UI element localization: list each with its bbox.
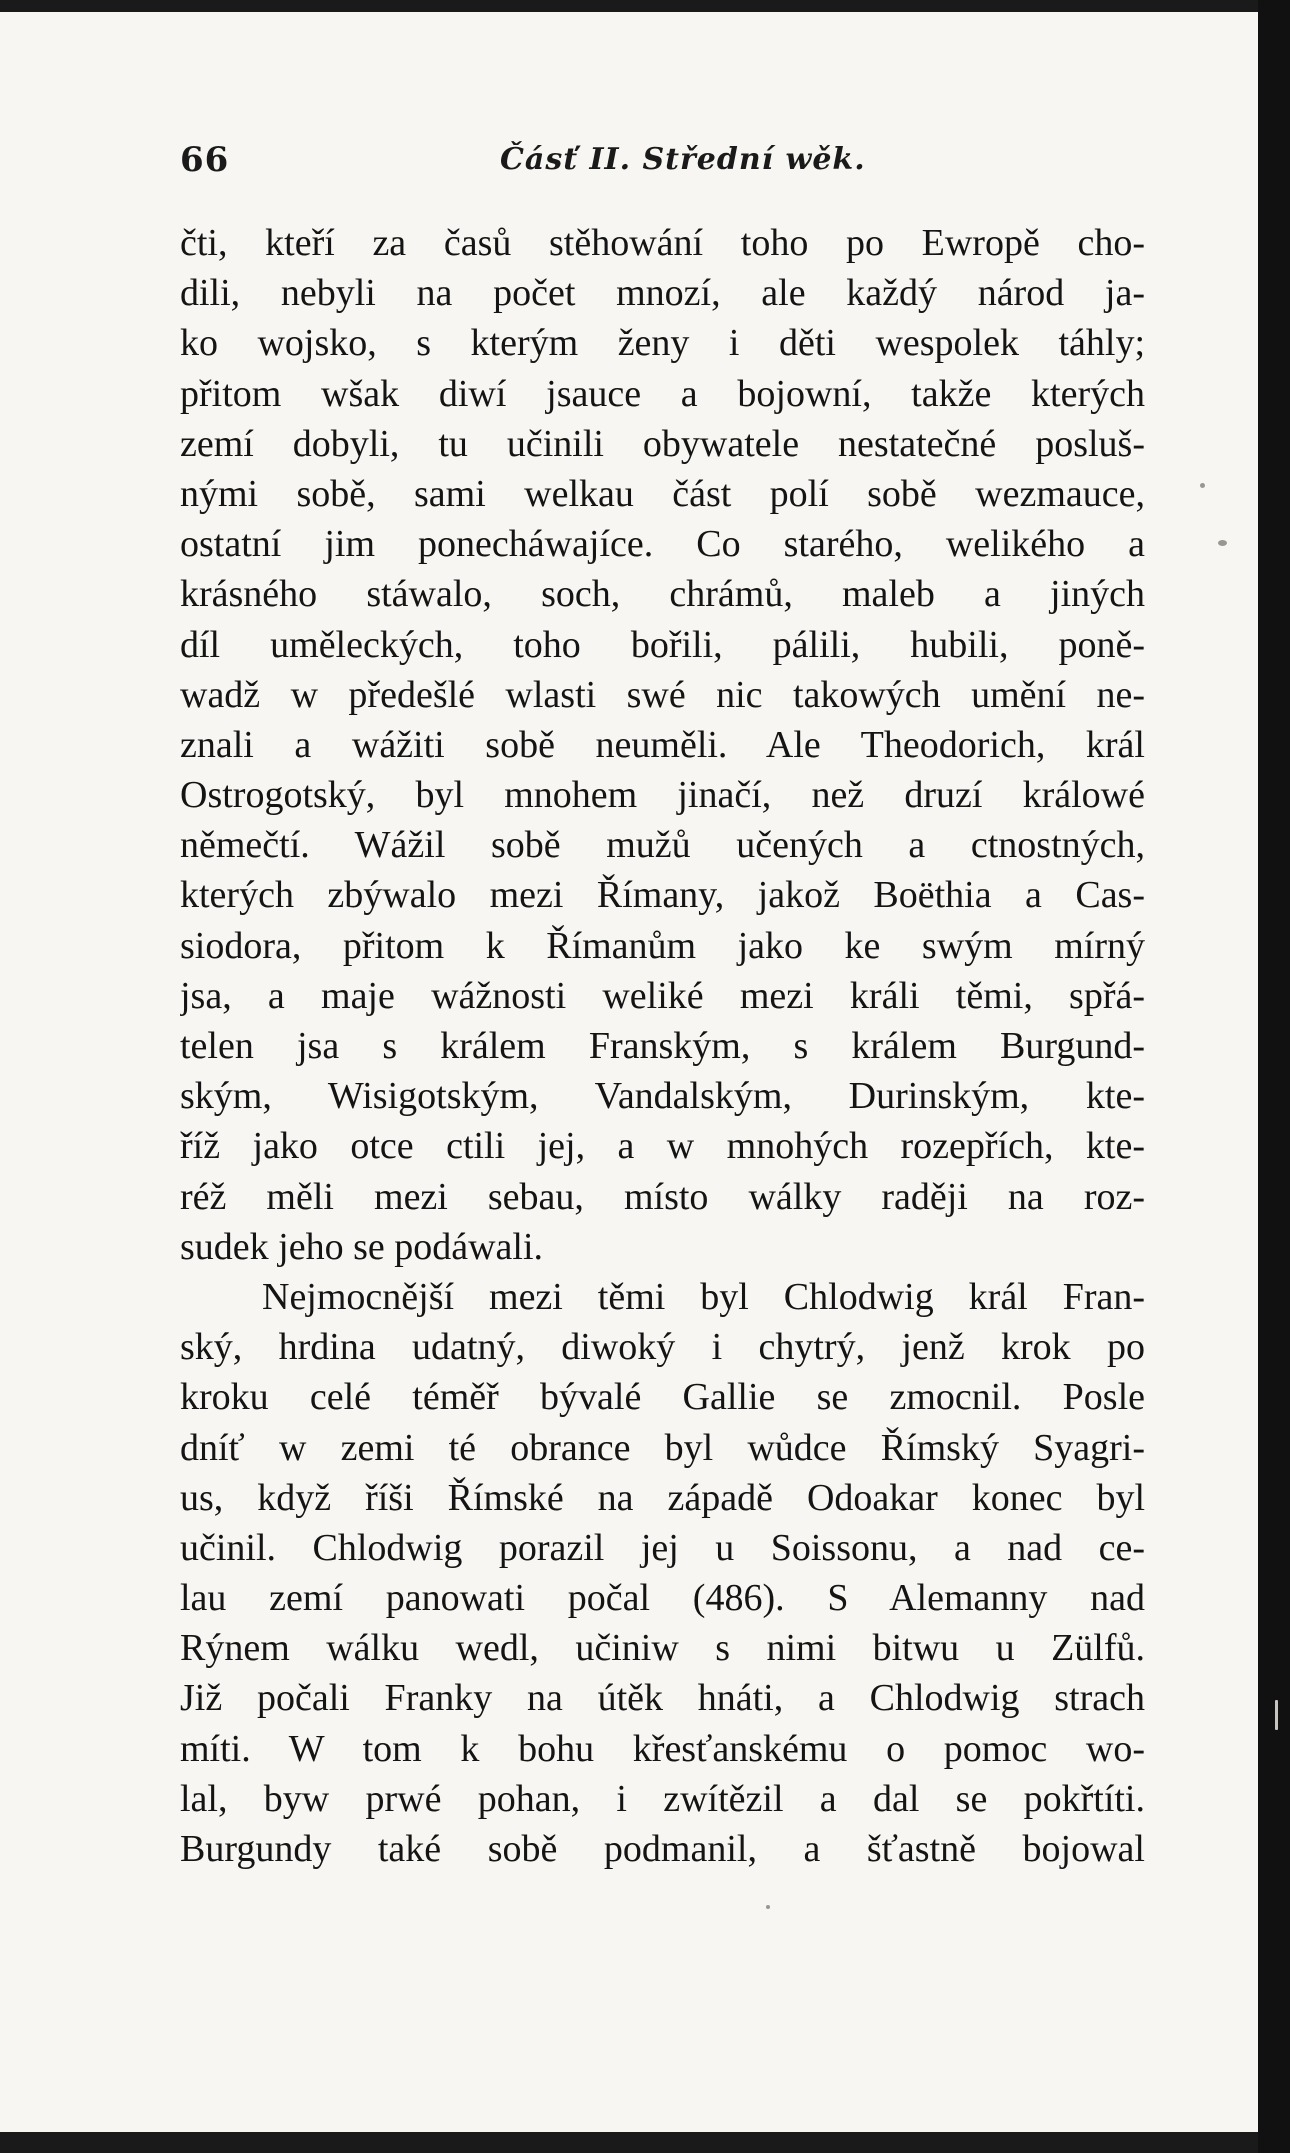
- paper-speck: [1200, 483, 1205, 488]
- text-line: réž měli mezi sebau, místo wálky raději na roz-: [180, 1175, 1145, 1218]
- text-line: Rýnem wálku wedl, učiniw s nimi bitwu u Zülfů.: [180, 1627, 1145, 1670]
- text-line: čti, kteří za časů stěhowání toho po Ewropě cho-: [180, 222, 1145, 264]
- paper-speck: [766, 1905, 770, 1909]
- text-line: dníť w zemi té obrance byl wůdce Římský Syagri-: [180, 1426, 1145, 1469]
- running-head: Čásť II. Střední wěk.: [500, 142, 866, 177]
- text-line: říž jako otce ctili jej, a w mnohých rozepřích, kte-: [180, 1125, 1145, 1168]
- text-line: míti. W tom k bohu křesťanskému o pomoc wo-: [180, 1727, 1145, 1770]
- text-line: wadž w předešlé wlasti swé nic takowých umění ne-: [180, 673, 1145, 716]
- text-line: učinil. Chlodwig porazil jej u Soissonu, a nad ce-: [180, 1526, 1145, 1569]
- text-line: lau zemí panowati počal (486). S Alemanny nad: [180, 1577, 1145, 1620]
- text-line: telen jsa s králem Franským, s králem Burgund-: [180, 1025, 1145, 1067]
- paragraph: [180, 218, 1145, 1272]
- text-line: kterých zbýwalo mezi Římany, jakož Boëthia a Cas-: [180, 874, 1145, 917]
- text-line: lal, byw prwé pohan, i zwítězil a dal se pokřtíti.: [180, 1777, 1145, 1820]
- page-number: 66: [180, 140, 230, 180]
- text-line: ostatní jim ponecháwajíce. Co starého, welikého a: [180, 523, 1145, 566]
- text-line: zemí dobyli, tu učinili obywatele nestatečné posluš-: [180, 422, 1145, 465]
- page-header: [180, 140, 1150, 180]
- text-line: jsa, a maje wážnosti weliké mezi králi těmi, spřá-: [180, 974, 1145, 1017]
- text-line: Již počali Franky na útěk hnáti, a Chlodwig strach: [180, 1677, 1145, 1720]
- text-line: ko wojsko, s kterým ženy i děti wespolek táhly;: [180, 322, 1145, 365]
- text-line: díl uměleckých, toho bořili, pálili, hubili, poně-: [180, 623, 1145, 666]
- paper-speck: [1275, 1700, 1278, 1730]
- text-line: němečtí. Wážil sobě mužů učených a ctnostných,: [180, 824, 1145, 867]
- text-line: nými sobě, sami welkau část polí sobě wezmauce,: [180, 472, 1145, 515]
- scan-border: [1258, 0, 1290, 2153]
- text-line: ským, Wisigotským, Vandalským, Durinským, kte-: [180, 1075, 1145, 1118]
- text-line: dili, nebyli na počet mnozí, ale každý národ ja-: [180, 272, 1145, 315]
- paragraph: [180, 1272, 1145, 1874]
- text-line: siodora, přitom k Římanům jako ke swým mírný: [180, 924, 1145, 967]
- paper-speck: [1218, 540, 1227, 546]
- text-line: ský, hrdina udatný, diwoký i chytrý, jenž krok po: [180, 1326, 1145, 1369]
- text-line: krásného stáwalo, soch, chrámů, maleb a jiných: [180, 573, 1145, 616]
- text-line: Nejmocnější mezi těmi byl Chlodwig král Fran-: [262, 1275, 1145, 1318]
- text-line: sudek jeho se podáwali.: [180, 1225, 544, 1268]
- text-line: us, když říši Římské na západě Odoakar konec byl: [180, 1476, 1145, 1519]
- text-line: znali a wážiti sobě neuměli. Ale Theodorich, král: [180, 723, 1145, 766]
- text-line: Ostrogotský, byl mnohem jinačí, než druzí králowé: [180, 774, 1145, 817]
- text-line: Burgundy také sobě podmanil, a šťastně bojowal: [180, 1828, 1145, 1870]
- body-text: [180, 218, 1145, 1874]
- text-line: přitom wšak diwí jsauce a bojowní, takže kterých: [180, 372, 1145, 415]
- text-line: kroku celé téměř bývalé Gallie se zmocnil. Posle: [180, 1376, 1145, 1419]
